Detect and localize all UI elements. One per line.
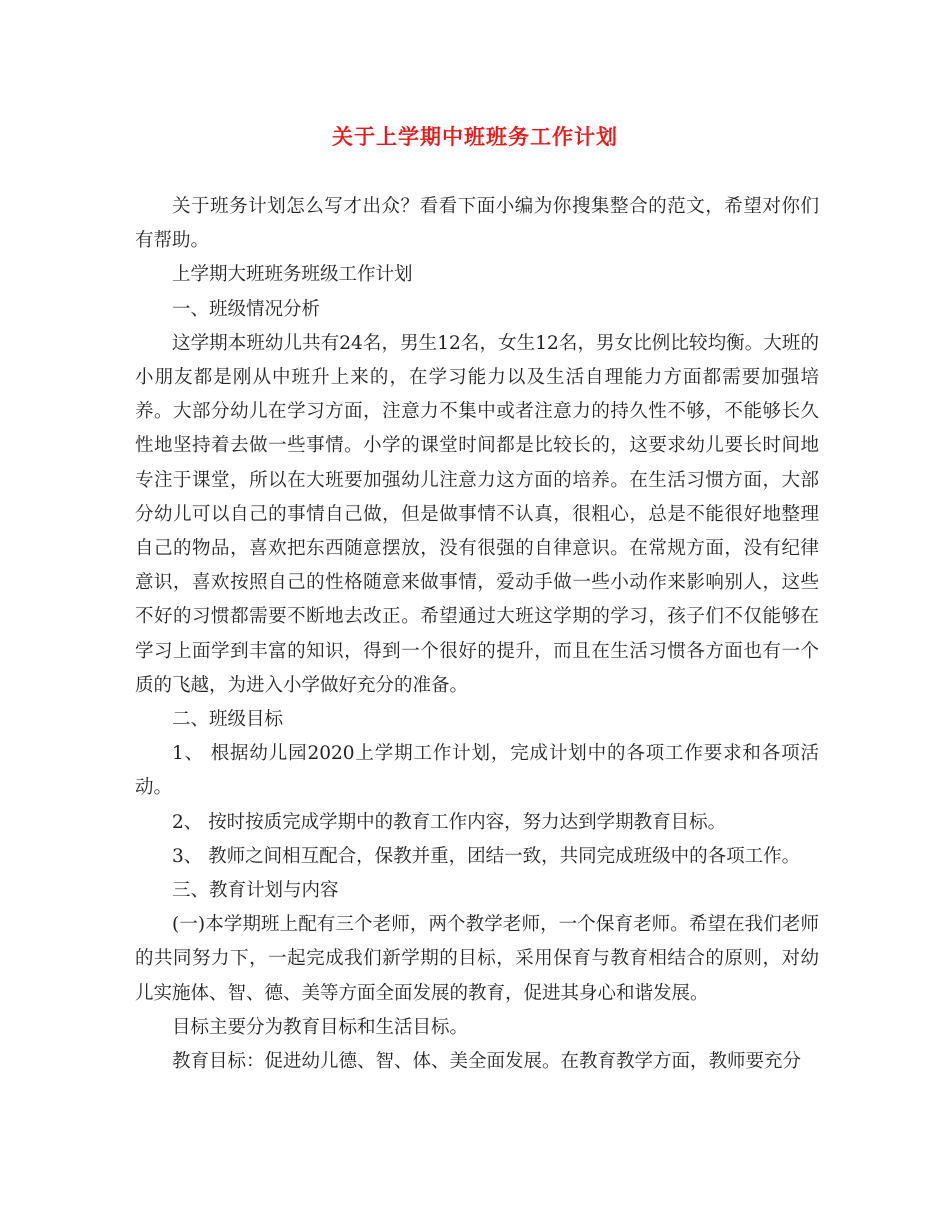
- document-title: 关于上学期中班班务工作计划: [332, 124, 618, 149]
- goal-item-1: 1、 根据幼儿园2020上学期工作计划，完成计划中的各项工作要求和各项活动。: [135, 743, 819, 799]
- section-heading-2: 二、班级目标: [172, 709, 284, 731]
- paragraph-class-analysis: 这学期本班幼儿共有24名，男生12名，女生12名，男女比例比较均衡。大班的小朋友都是刚从中班升上来的，在学习能力以及生活自理能力方面都需要加强培养。大部分幼儿在学习方面，注意力不集中或者注意力的持久性不够，不能够长久性地坚持着去做一些事情。小学的课堂时间都是比较长的，这要求幼儿要长时间地专注于课堂，所以在大班要加强幼儿注意力这方面的培养。在生活习惯方面，大部分幼儿可以自己的事情自己做，但是做事情不认真，很粗心，总是不能很好地整理自己的物品，喜欢把东西随意摆放，没有很强的自律意识。在常规方面，没有纪律意识，喜欢按照自己的性格随意来做事情，爱动手做一些小动作来影响别人，这些不好的习惯都需要不断地去改正。希望通过大班这学期的学习，孩子们不仅能够在学习上面学到丰富的知识，得到一个很好的提升，而且在生活习惯各方面也有一个质的飞越，为进入小学做好充分的准备。: [135, 332, 819, 696]
- paragraph-goals-summary: 目标主要分为教育目标和生活目标。: [172, 1016, 469, 1038]
- goal-item-2: 2、 按时按质完成学期中的教育工作内容，努力达到学期教育目标。: [172, 811, 727, 833]
- paragraph-education-goal: 教育目标：促进幼儿德、智、体、美全面发展。在教育教学方面，教师要充分: [172, 1051, 802, 1073]
- paragraph-subtitle: 上学期大班班务班级工作计划: [172, 264, 413, 286]
- goal-item-3: 3、 教师之间相互配合，保教并重，团结一致，共同完成班级中的各项工作。: [172, 845, 801, 867]
- paragraph-intro: 关于班务计划怎么写才出众？看看下面小编为你搜集整合的范文，希望对你们有帮助。: [135, 196, 819, 252]
- section-heading-3: 三、教育计划与内容: [172, 880, 339, 902]
- section-heading-1: 一、班级情况分析: [172, 298, 321, 320]
- document-body: [135, 190, 819, 1079]
- paragraph-teachers: (一)本学期班上配有三个老师，两个教学老师，一个保育老师。希望在我们老师的共同努力下，一起完成我们新学期的目标，采用保育与教育相结合的原则，对幼儿实施体、智、德、美等方面全面发展的教育，促进其身心和谐发展。: [135, 914, 819, 1004]
